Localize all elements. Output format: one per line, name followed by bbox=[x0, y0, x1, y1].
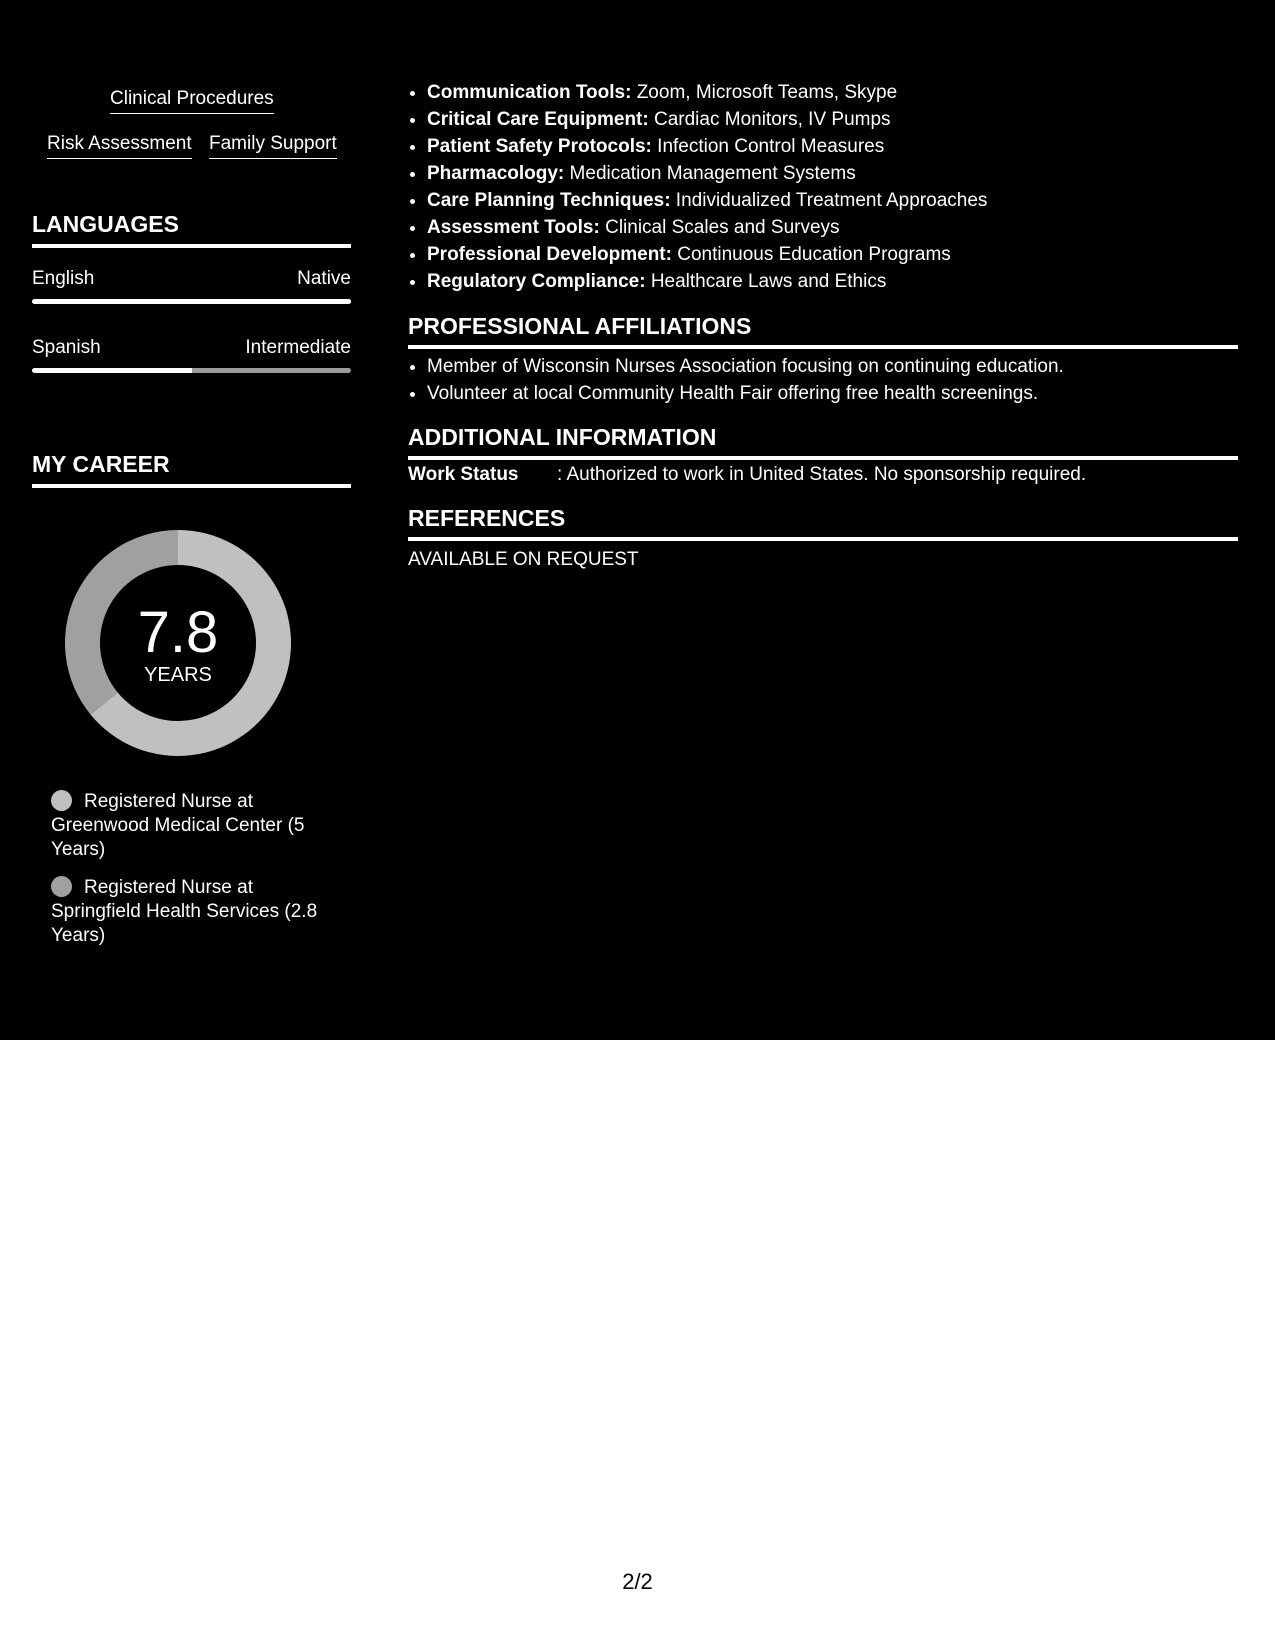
references-heading: REFERENCES bbox=[408, 504, 1238, 541]
skill-tag-family-support: Family Support bbox=[209, 132, 337, 159]
tool-label: Communication Tools: bbox=[427, 82, 632, 103]
tool-value: Cardiac Monitors, IV Pumps bbox=[648, 109, 891, 130]
career-legend-dot bbox=[51, 876, 72, 897]
career-years-unit: YEARS bbox=[144, 664, 212, 686]
additional-info-heading: ADDITIONAL INFORMATION bbox=[408, 423, 1238, 460]
list-item: • Member of Wisconsin Nurses Association focusing on continuing education. bbox=[427, 353, 1064, 380]
tool-label: Care Planning Techniques: bbox=[427, 190, 671, 211]
list-item bbox=[427, 160, 987, 187]
list-item bbox=[427, 79, 987, 106]
list-item bbox=[427, 187, 987, 214]
tool-value: Infection Control Measures bbox=[651, 136, 885, 157]
language-bar-spanish bbox=[32, 368, 351, 373]
career-item-label: Registered Nurse at Greenwood Medical Center (5 Years) bbox=[51, 791, 305, 860]
affiliations-list bbox=[408, 353, 1064, 407]
list-item bbox=[427, 268, 987, 295]
work-status-value: : Authorized to work in United States. No sponsorship required. bbox=[557, 464, 1087, 485]
tool-label: Assessment Tools: bbox=[427, 217, 600, 238]
list-item bbox=[427, 214, 987, 241]
tool-value: Continuous Education Programs bbox=[671, 244, 951, 265]
page-number: 2/2 bbox=[622, 1569, 653, 1594]
work-status-label: Work Status bbox=[408, 464, 519, 485]
list-item: • Volunteer at local Community Health Fair offering free health screenings. bbox=[427, 380, 1064, 407]
skill-tag-clinical-procedures: Clinical Procedures bbox=[110, 87, 274, 114]
affiliations-heading: PROFESSIONAL AFFILIATIONS bbox=[408, 312, 1238, 349]
language-name: English bbox=[32, 268, 95, 289]
tools-list bbox=[408, 79, 987, 295]
tool-label: Critical Care Equipment: bbox=[427, 109, 649, 130]
career-donut bbox=[65, 530, 291, 756]
tool-value: Clinical Scales and Surveys bbox=[599, 217, 840, 238]
list-item bbox=[427, 106, 987, 133]
language-bar-fill bbox=[32, 299, 351, 304]
tool-label: Patient Safety Protocols: bbox=[427, 136, 652, 157]
career-item-greenwood bbox=[51, 790, 321, 862]
tool-label: Professional Development: bbox=[427, 244, 672, 265]
tool-value: Individualized Treatment Approaches bbox=[670, 190, 988, 211]
career-heading: MY CAREER bbox=[32, 450, 351, 488]
references-text: AVAILABLE ON REQUEST bbox=[408, 549, 639, 570]
career-legend-dot bbox=[51, 790, 72, 811]
tool-value: Medication Management Systems bbox=[564, 163, 856, 184]
language-level: Intermediate bbox=[245, 337, 351, 358]
tool-value: Healthcare Laws and Ethics bbox=[645, 271, 887, 292]
skill-tag-risk-assessment: Risk Assessment bbox=[47, 132, 192, 159]
career-item-label: Registered Nurse at Springfield Health Services (2.8 Years) bbox=[51, 877, 318, 946]
tool-label: Pharmacology: bbox=[427, 163, 565, 184]
language-bar-english bbox=[32, 299, 351, 304]
tool-label: Regulatory Compliance: bbox=[427, 271, 646, 292]
languages-heading: LANGUAGES bbox=[32, 210, 351, 248]
career-total-years: 7.8 bbox=[137, 600, 219, 665]
language-name: Spanish bbox=[32, 337, 101, 358]
language-level: Native bbox=[297, 268, 351, 289]
list-item bbox=[427, 133, 987, 160]
list-item bbox=[427, 241, 987, 268]
language-bar-fill bbox=[32, 368, 192, 373]
tool-value: Zoom, Microsoft Teams, Skype bbox=[631, 82, 898, 103]
career-item-springfield bbox=[51, 876, 321, 948]
